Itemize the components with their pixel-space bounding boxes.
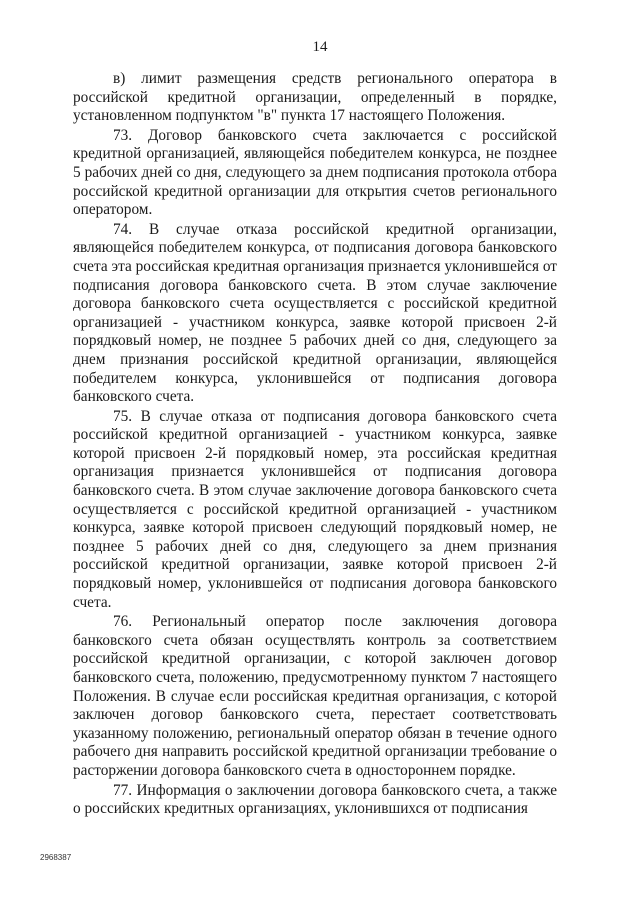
page-number: 14 bbox=[312, 39, 328, 55]
paragraph-clause-v: в) лимит размещения средств регионального оператора в российской кредитной организации, определенный в порядке, установленном подпунктом "в" пункта 17 настоящего Положения. bbox=[73, 70, 557, 125]
paragraph-73: 73. Договор банковского счета заключается с российской кредитной организацией, являющейся победителем конкурса, не позднее 5 рабочих дней со дня, следующего за днем подписания протокола отбора российской кредитной организации для открытия счетов регионального оператором. bbox=[73, 126, 557, 219]
document-body bbox=[73, 70, 557, 820]
paragraph-75: 75. В случае отказа от подписания договора банковского счета российской кредитной организацией - участником конкурса, заявке которой присвоен 2-й порядковый номер, эта российская кредитная организация признается уклонившейся от подписания договора банковского счета. В этом случае заключение договора банковского счета осуществляется с российской кредитной организацией - участником конкурса, заявке которой присвоен следующий порядковый номер, не позднее 5 рабочих дней со дня, следующего за днем признания российской кредитной организации, заявке которой присвоен 2-й порядковый номер, уклонившейся от подписания договора банковского счета. bbox=[73, 407, 557, 611]
paragraph-77: 77. Информация о заключении договора банковского счета, а также о российских кредитных организациях, уклонившихся от подписания bbox=[73, 781, 557, 818]
paragraph-76: 76. Региональный оператор после заключения договора банковского счета обязан осуществлять контроль за соответствием российской кредитной организации, с которой заключен договор банковского счета, положению, предусмотренному пунктом 7 настоящего Положения. В случае если российская кредитная организация, с которой заключен договор банковского счета, перестает соответствовать указанному положению, региональный оператор обязан в течение одного рабочего дня направить российской кредитной организации требование о расторжении договора банковского счета в одностороннем порядке. bbox=[73, 613, 557, 779]
document-id: 2968387 bbox=[40, 853, 72, 862]
paragraph-74: 74. В случае отказа российской кредитной организации, являющейся победителем конкурса, от подписания договора банковского счета эта российская кредитная организация признается уклонившейся от подписания договора банковского счета. В этом случае заключение договора банковского счета осуществляется с российской кредитной организацией - участником конкурса, заявке которой присвоен 2-й порядковый номер, не позднее 5 рабочих дней со дня, следующего за днем признания российской кредитной организации, являющейся победителем конкурса, уклонившейся от подписания договора банковского счета. bbox=[73, 220, 557, 406]
